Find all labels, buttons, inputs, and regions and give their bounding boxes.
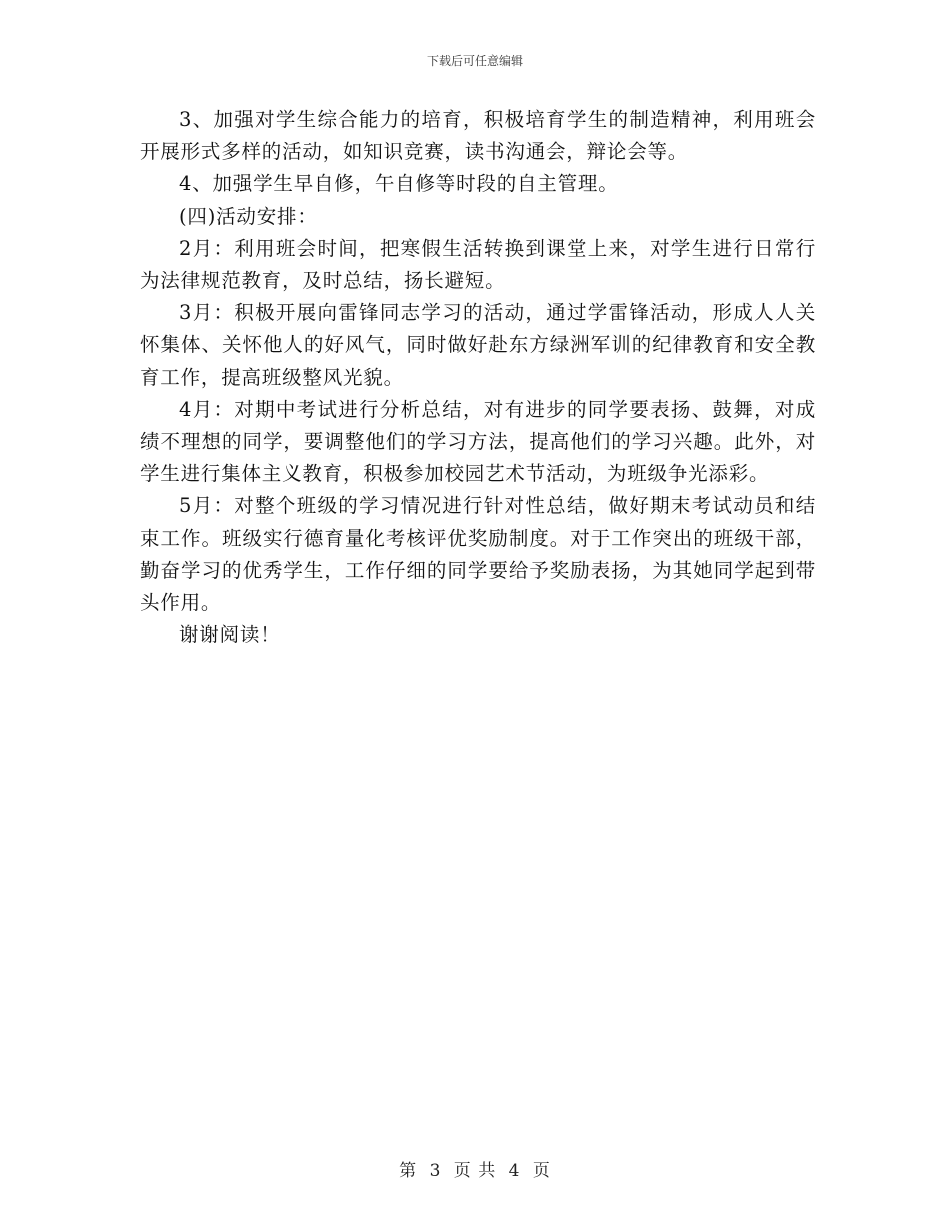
paragraph-item-4: 4、加强学生早自修，午自修等时段的自主管理。 <box>179 172 619 196</box>
footer-suffix: 页 <box>532 1161 551 1181</box>
header-text: 下载后可任意编辑 <box>426 54 523 68</box>
section-heading-activity-plan: (四)活动安排： <box>179 204 318 228</box>
current-page-number: 3 <box>429 1161 442 1181</box>
paragraph-march: 3月：积极开展向雷锋同志学习的活动，通过学雷锋活动，形成人人关怀集体、关怀他人的好风气，同时做好赴东方绿洲军训的纪律教育和安全教育工作，提高班级整风光貌。 <box>140 301 816 389</box>
page-footer <box>0 1156 950 1181</box>
footer-middle: 页 共 <box>453 1161 497 1181</box>
document-body <box>140 104 816 651</box>
page-header <box>0 52 950 69</box>
paragraph-item-3: 3、加强对学生综合能力的培育，积极培育学生的制造精神，利用班会开展形式多样的活动，如知识竞赛，读书沟通会，辩论会等。 <box>140 108 816 164</box>
closing-thanks: 谢谢阅读！ <box>179 623 281 647</box>
footer-prefix: 第 <box>399 1161 418 1181</box>
total-pages-number: 4 <box>508 1161 521 1181</box>
paragraph-may: 5月：对整个班级的学习情况进行针对性总结，做好期末考试动员和结束工作。班级实行德育量化考核评优奖励制度。对于工作突出的班级干部，勤奋学习的优秀学生，工作仔细的同学要给予奖励表扬，为其她同学起到带头作用。 <box>140 494 816 615</box>
paragraph-april: 4月：对期中考试进行分析总结，对有进步的同学要表扬、鼓舞，对成绩不理想的同学，要调整他们的学习方法，提高他们的学习兴趣。此外，对学生进行集体主义教育，积极参加校园艺术节活动，为班级争光添彩。 <box>140 397 816 486</box>
paragraph-february: 2月：利用班会时间，把寒假生活转换到课堂上来，对学生进行日常行为法律规范教育，及时总结，扬长避短。 <box>140 236 816 293</box>
